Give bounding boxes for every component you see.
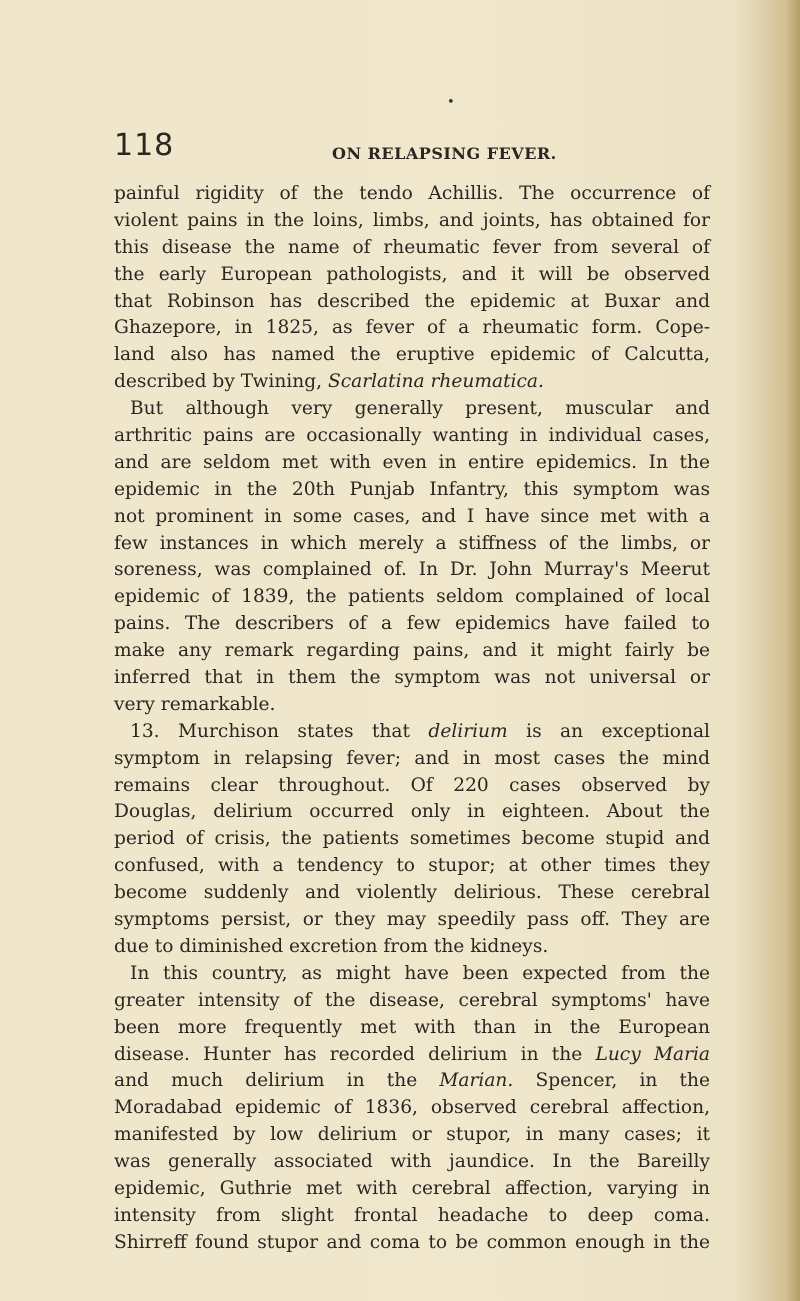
text-line: Douglas, delirium occurred only in eighteen. About the [114,801,710,823]
page-header [114,128,714,168]
text-line: arthritic pains are occasionally wanting in individual cases, [114,425,710,447]
text-line: period of crisis, the patients sometimes become stupid and [114,828,710,850]
text-line: In this country, as might have been expected from the [130,962,710,984]
text-line: that Robinson has described the epidemic at Buxar and [114,290,710,312]
text-line [114,369,710,396]
text-line: greater intensity of the disease, cerebral symptoms' have [114,989,710,1011]
text-line: painful rigidity of the tendo Achillis. The occurrence of [114,183,710,204]
text-line: make any remark regarding pains, and it might fairly be [114,640,710,662]
text-line: the early European pathologists, and it will be observed [114,263,710,285]
text-line: epidemic in the 20th Punjab Infantry, this symptom was [114,478,710,500]
text-line: Moradabad epidemic of 1836, observed cerebral affection, [114,1097,710,1119]
text-line: Ghazepore, in 1825, as fever of a rheumatic form. Cope- [114,317,710,339]
text-line: confused, with a tendency to stupor; at other times they [114,855,710,877]
text-line: Shirreff found stupor and coma to be common enough in the [114,1231,710,1253]
text-run: and much delirium in the [114,1070,418,1092]
text-line: few instances in which merely a stiffness of the limbs, or [114,532,710,554]
text-line: this disease the name of rheumatic fever from several of [114,236,710,258]
page-number: 118 [114,128,175,163]
text-line [114,719,710,746]
text-line: manifested by low delirium or stupor, in many cases; it [114,1124,710,1146]
text-line: and are seldom met with even in entire epidemics. In the [114,451,710,473]
italic-term: Scarlatina rheumatica. [327,371,544,393]
italic-term: Lucy Maria [595,1043,710,1065]
italic-term: Marian. [439,1070,514,1092]
text-run: Spencer, in the [535,1070,710,1092]
text-line: land also has named the eruptive epidemic of Calcutta, [114,344,710,366]
text-line [114,1068,710,1095]
running-head: ON RELAPSING FEVER. [332,144,557,163]
text-line: symptoms persist, or they may speedily pass off. They are [114,909,710,931]
text-line: intensity from slight frontal headache to deep coma. [114,1204,710,1226]
text-line: epidemic of 1839, the patients seldom complained of local [114,586,710,608]
text-line: violent pains in the loins, limbs, and joints, has obtained for [114,209,710,231]
text-line: inferred that in them the symptom was not universal or [114,667,710,689]
text-line: symptom in relapsing fever; and in most cases the mind [114,747,710,769]
text-line: epidemic, Guthrie met with cerebral affection, varying in [114,1177,710,1199]
italic-term: delirium [428,720,508,742]
text-run: described by Twining, [114,371,323,393]
text-line [114,1042,710,1069]
text-line: not prominent in some cases, and I have since met with a [114,505,710,527]
text-line: But although very generally present, muscular and [130,398,710,420]
text-line: pains. The describers of a few epidemics have failed to [114,613,710,635]
text-line: due to diminished excretion from the kidneys. [114,935,549,957]
text-line: very remarkable. [114,693,276,715]
text-line: soreness, was complained of. In Dr. John Murray's Meerut [114,559,710,581]
text-run: disease. Hunter has recorded delirium in the [114,1043,583,1065]
body-text [114,181,710,1257]
text-run: is an exceptional [526,720,710,742]
top-mark: • [447,95,455,110]
text-line: become suddenly and violently delirious. These cerebral [114,882,710,904]
text-run: 13. Murchison states that [130,720,410,742]
text-line: remains clear throughout. Of 220 cases observed by [114,774,710,796]
text-line: been more frequently met with than in the European [114,1016,710,1038]
text-line: was generally associated with jaundice. In the Bareilly [114,1151,710,1173]
page-edge-shadow [786,0,800,1301]
